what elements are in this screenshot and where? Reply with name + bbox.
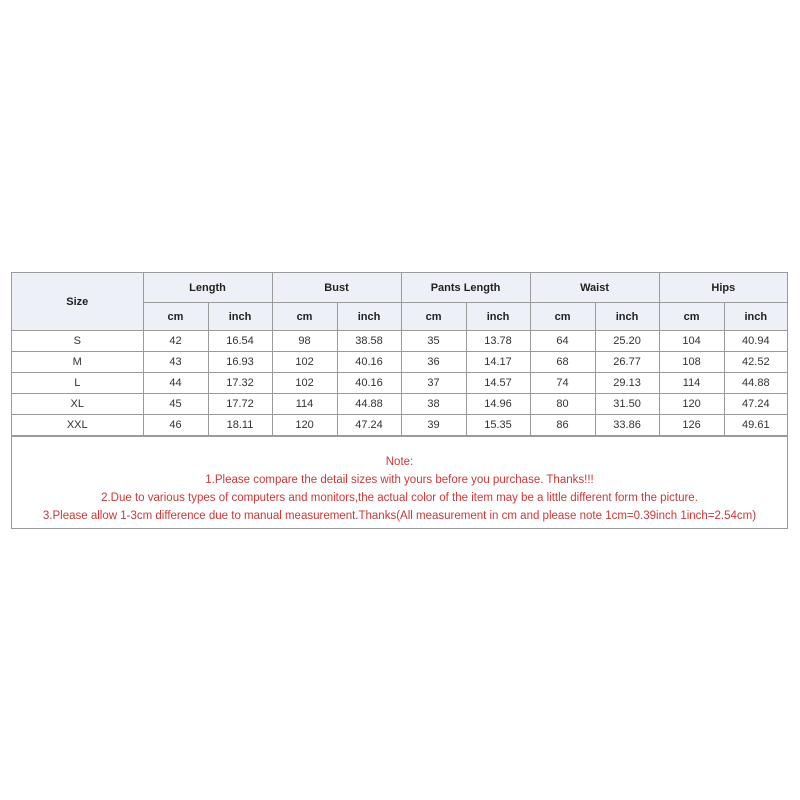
measurement-cell: 102 bbox=[272, 373, 337, 394]
size-cell: L bbox=[12, 373, 143, 394]
table-row bbox=[12, 373, 787, 394]
unit-header: cm bbox=[143, 303, 208, 331]
measurement-cell: 40.16 bbox=[337, 373, 401, 394]
header-row-groups bbox=[12, 273, 787, 303]
size-cell: XXL bbox=[12, 415, 143, 436]
measurement-cell: 18.11 bbox=[208, 415, 272, 436]
measurement-cell: 44.88 bbox=[337, 394, 401, 415]
unit-header: cm bbox=[401, 303, 466, 331]
size-cell: XL bbox=[12, 394, 143, 415]
measurement-cell: 40.16 bbox=[337, 352, 401, 373]
measurement-cell: 42.52 bbox=[724, 352, 787, 373]
measurement-cell: 86 bbox=[530, 415, 595, 436]
measurement-cell: 98 bbox=[272, 331, 337, 352]
measurement-cell: 102 bbox=[272, 352, 337, 373]
measurement-cell: 46 bbox=[143, 415, 208, 436]
measurement-cell: 14.17 bbox=[466, 352, 530, 373]
measurement-cell: 44.88 bbox=[724, 373, 787, 394]
measurement-cell: 68 bbox=[530, 352, 595, 373]
unit-header: cm bbox=[530, 303, 595, 331]
measurement-cell: 126 bbox=[659, 415, 724, 436]
measurement-cell: 16.93 bbox=[208, 352, 272, 373]
measurement-cell: 120 bbox=[272, 415, 337, 436]
measurement-cell: 14.57 bbox=[466, 373, 530, 394]
measurement-cell: 13.78 bbox=[466, 331, 530, 352]
measurement-cell: 35 bbox=[401, 331, 466, 352]
unit-header: inch bbox=[595, 303, 659, 331]
unit-header: cm bbox=[659, 303, 724, 331]
note-line: 3.Please allow 1-3cm difference due to manual measurement.Thanks(All measurement in cm and please note 1cm=0.39inch 1inch=2.54cm) bbox=[42, 510, 757, 522]
measurement-cell: 120 bbox=[659, 394, 724, 415]
measurement-cell: 108 bbox=[659, 352, 724, 373]
measurement-cell: 36 bbox=[401, 352, 466, 373]
measurement-cell: 29.13 bbox=[595, 373, 659, 394]
notes-title: Note: bbox=[385, 456, 414, 468]
measurement-cell: 114 bbox=[659, 373, 724, 394]
measurement-cell: 25.20 bbox=[595, 331, 659, 352]
measurement-cell: 64 bbox=[530, 331, 595, 352]
table-row bbox=[12, 415, 787, 436]
measurement-cell: 26.77 bbox=[595, 352, 659, 373]
size-chart bbox=[11, 272, 788, 529]
measurement-cell: 39 bbox=[401, 415, 466, 436]
group-header-length: Length bbox=[143, 273, 272, 303]
measurement-cell: 37 bbox=[401, 373, 466, 394]
measurement-cell: 16.54 bbox=[208, 331, 272, 352]
measurement-cell: 17.72 bbox=[208, 394, 272, 415]
table-row bbox=[12, 331, 787, 352]
note-line: 2.Due to various types of computers and monitors,the actual color of the item may be a little different form the picture. bbox=[101, 492, 698, 504]
unit-header: inch bbox=[724, 303, 787, 331]
table-row bbox=[12, 352, 787, 373]
measurement-cell: 42 bbox=[143, 331, 208, 352]
group-header-waist: Waist bbox=[530, 273, 659, 303]
measurement-cell: 40.94 bbox=[724, 331, 787, 352]
unit-header: cm bbox=[272, 303, 337, 331]
unit-header: inch bbox=[337, 303, 401, 331]
measurement-cell: 74 bbox=[530, 373, 595, 394]
measurement-cell: 17.32 bbox=[208, 373, 272, 394]
measurement-cell: 15.35 bbox=[466, 415, 530, 436]
unit-header: inch bbox=[208, 303, 272, 331]
size-header: Size bbox=[12, 273, 143, 331]
group-header-bust: Bust bbox=[272, 273, 401, 303]
measurement-cell: 38.58 bbox=[337, 331, 401, 352]
size-cell: S bbox=[12, 331, 143, 352]
measurement-cell: 43 bbox=[143, 352, 208, 373]
table-row bbox=[12, 394, 787, 415]
measurement-cell: 49.61 bbox=[724, 415, 787, 436]
notes-section bbox=[12, 436, 787, 525]
measurement-cell: 33.86 bbox=[595, 415, 659, 436]
measurement-cell: 47.24 bbox=[724, 394, 787, 415]
measurement-cell: 38 bbox=[401, 394, 466, 415]
measurement-cell: 114 bbox=[272, 394, 337, 415]
measurement-cell: 104 bbox=[659, 331, 724, 352]
group-header-hips: Hips bbox=[659, 273, 787, 303]
note-line: 1.Please compare the detail sizes with yours before you purchase. Thanks!!! bbox=[205, 474, 594, 486]
measurement-cell: 14.96 bbox=[466, 394, 530, 415]
measurement-cell: 80 bbox=[530, 394, 595, 415]
group-header-pants-length: Pants Length bbox=[401, 273, 530, 303]
measurement-cell: 45 bbox=[143, 394, 208, 415]
size-cell: M bbox=[12, 352, 143, 373]
measurement-cell: 31.50 bbox=[595, 394, 659, 415]
measurement-cell: 44 bbox=[143, 373, 208, 394]
unit-header: inch bbox=[466, 303, 530, 331]
size-table bbox=[12, 273, 787, 436]
table-body bbox=[12, 331, 787, 436]
measurement-cell: 47.24 bbox=[337, 415, 401, 436]
